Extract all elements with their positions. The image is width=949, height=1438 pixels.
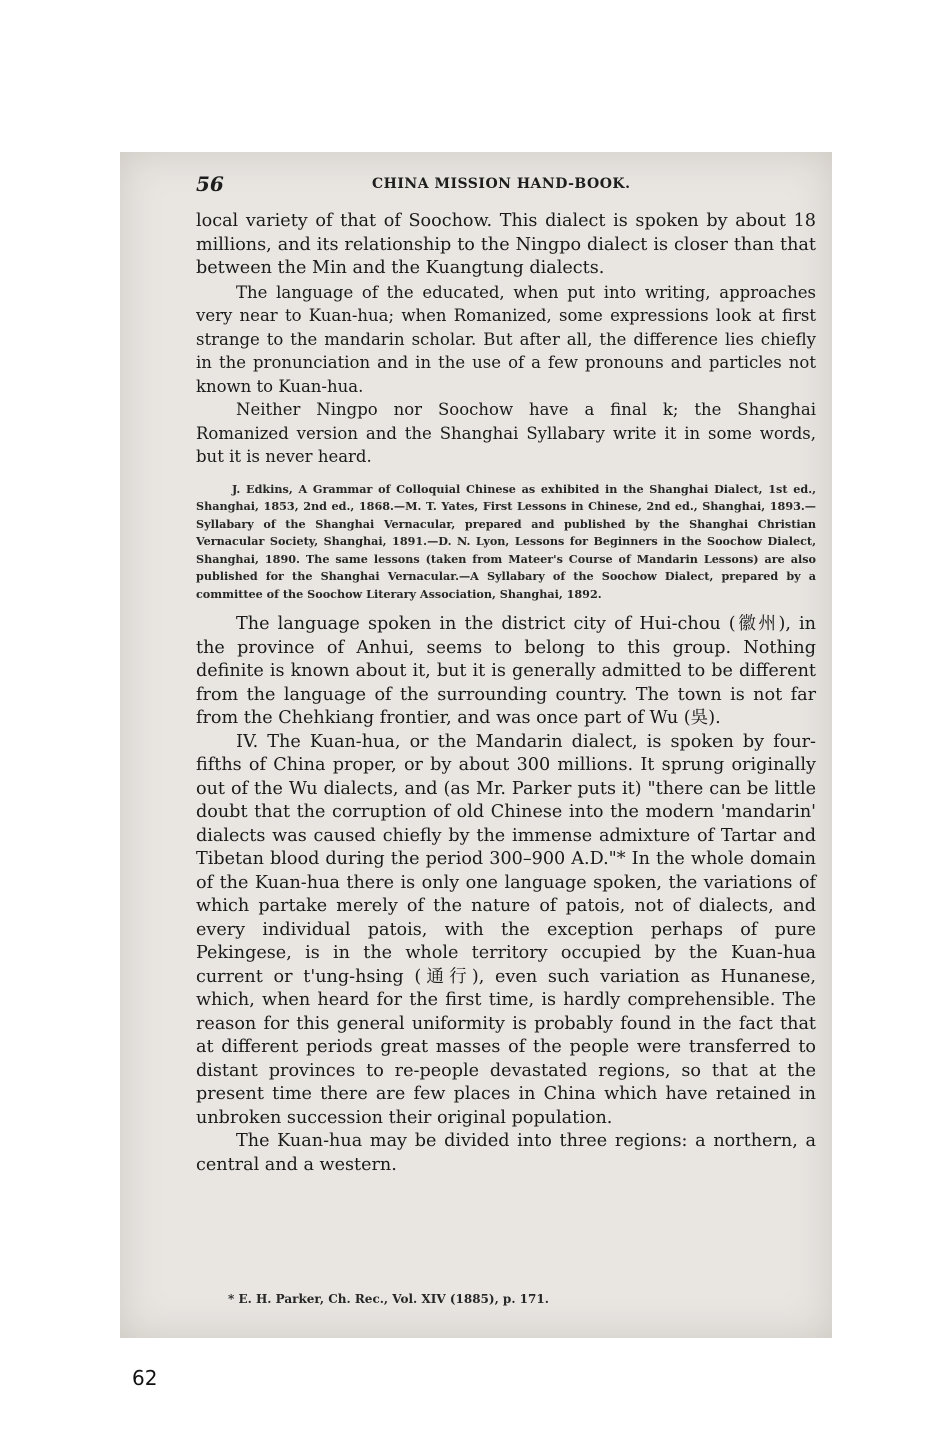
page-header [196, 172, 816, 202]
paragraph: The language spoken in the district city of Hui-chou (徽州), in the province of Anhui, seems to belong to this group. Nothing definite is known about it, but it is generally admitted to be different from the language of the surrounding country. The town is not far from the Chehkiang frontier, and was once part of Wu (吳). [196, 614, 816, 728]
page-number: 56 [196, 172, 224, 196]
running-title: CHINA MISSION HAND-BOOK. [372, 176, 631, 192]
paragraph: local variety of that of Soochow. This dialect is spoken by about 18 millions, and its relationship to the Ningpo dialect is closer than that between the Min and the Kuangtung dialects. [196, 211, 816, 278]
paragraph: Neither Ningpo nor Soochow have a final k; the Shanghai Romanized version and the Shanghai Syllabary write it in some words, but it is never heard. [196, 400, 816, 466]
footnote: * E. H. Parker, Ch. Rec., Vol. XIV (1885), p. 171. [228, 1292, 549, 1306]
paragraph: The Kuan-hua may be divided into three regions: a northern, a central and a western. [196, 1131, 816, 1175]
paragraph: The language of the educated, when put into writing, approaches very near to Kuan-hua; when Romanized, some expressions look at first strange to the mandarin scholar. But after all, the difference lies chiefly in the pronunciation and in the use of a few pronouns and particles not known to Kuan-hua. [196, 282, 816, 396]
bibliography-note: J. Edkins, A Grammar of Colloquial Chinese as exhibited in the Shanghai Dialect, 1st ed., Shanghai, 1853, 2nd ed., 1868.—M. T. Yates, First Lessons in Chinese, 2nd ed., Shanghai, 1893.—Syllabary of the Shanghai Vernacular, prepared and published by the Shanghai Christian Vernacular Society, Shanghai, 1891.—D. N. Lyon, Lessons for Beginners in the Soochow Dialect, Shanghai, 1890. The same lessons (taken from Mateer's Course of Mandarin Lessons) are also published for the Shanghai Vernacular.—A Syllabary of the Soochow Dialect, prepared by a committee of the Soochow Literary Association, Shanghai, 1892. [196, 481, 816, 601]
body-text [196, 210, 816, 1177]
footer-page-number: 62 [132, 1366, 158, 1390]
paragraph: IV. The Kuan-hua, or the Mandarin dialect, is spoken by four-fifths of China proper, or by about 300 millions. It sprung originally out of the Wu dialects, and (as Mr. Parker puts it) "there can be little doubt that the corruption of old Chinese into the modern 'mandarin' dialects was caused chiefly by the immense admixture of Tartar and Tibetan blood during the period 300–900 A.D."* In the whole domain of the Kuan-hua there is only one language spoken, the variations of which partake merely of the nature of patois, not of dialects, and every individual patois, with the exception perhaps of pure Pekingese, is in the whole territory occupied by the Kuan-hua current or t'ung-hsing (通行), even such variation as Hunanese, which, when heard for the first time, is hardly comprehensible. The reason for this general uniformity is probably found in the fact that at different periods great masses of the people were transferred to distant provinces to re-people devastated regions, so that at the present time there are few places in China which have retained in unbroken succession their original population. [196, 731, 816, 1128]
